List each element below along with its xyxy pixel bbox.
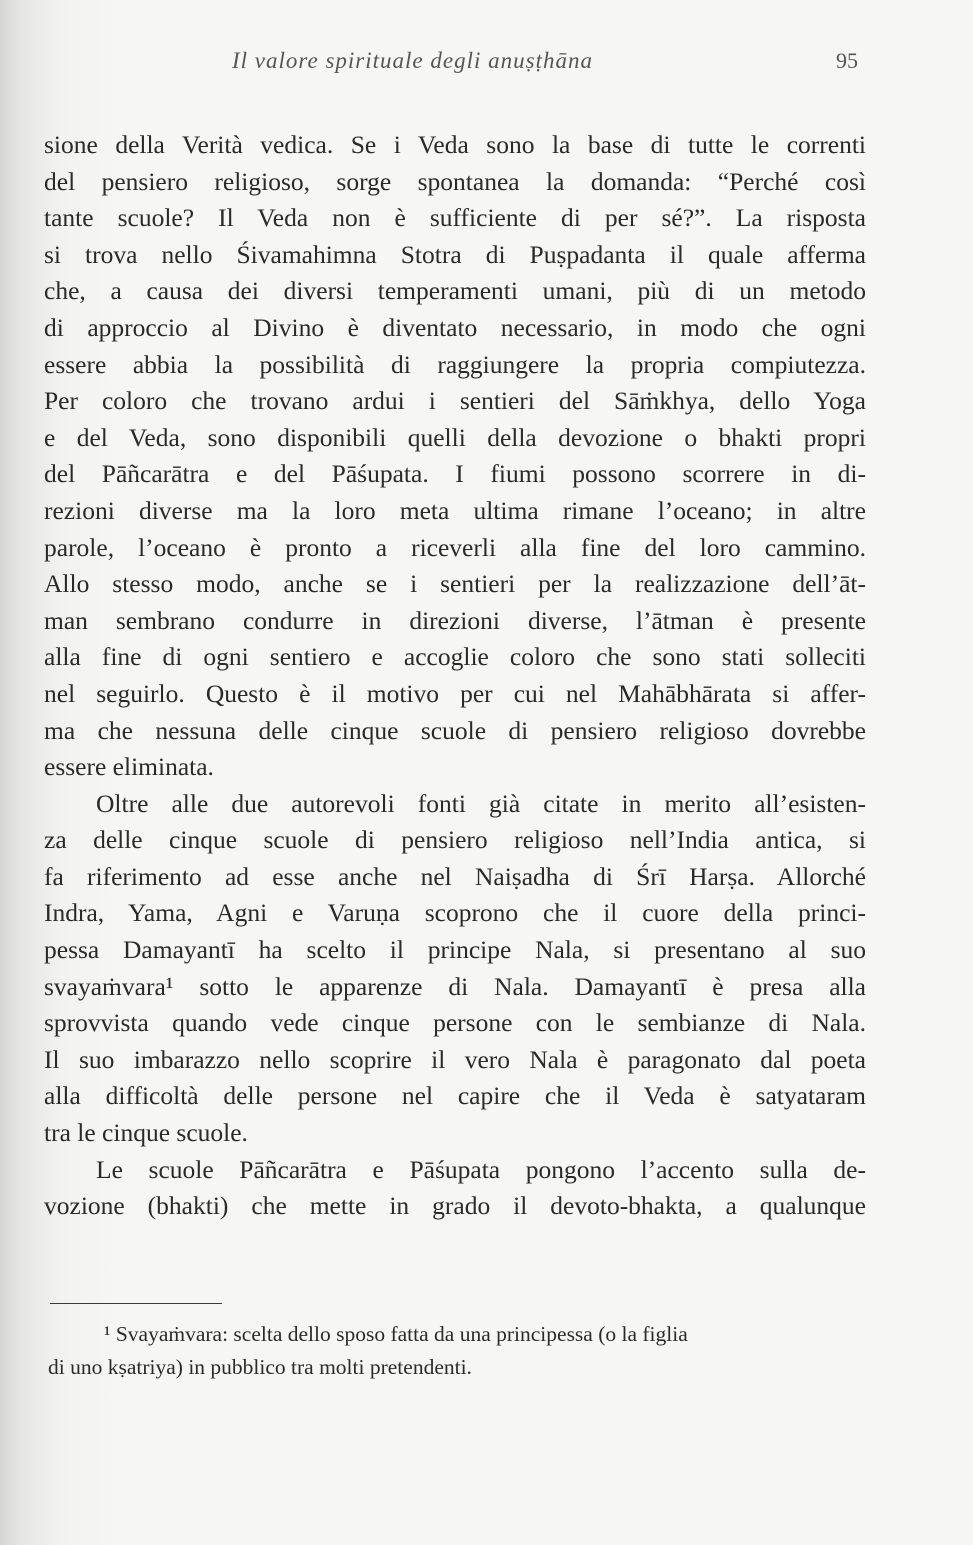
text-line: di approccio al Divino è diventato necessario, in modo che ogni xyxy=(44,312,866,342)
text-line: parole, l’oceano è pronto a riceverli alla fine del loro cammino. xyxy=(44,532,866,562)
text-line: Il suo imbarazzo nello scoprire il vero Nala è paragonato dal poeta xyxy=(44,1044,866,1074)
text-line: Allo stesso modo, anche se i sentieri per la realizzazione dell’āt- xyxy=(44,569,866,599)
text-line: alla difficoltà delle persone nel capire che il Veda è satyataram xyxy=(44,1081,866,1111)
text-line: Oltre alle due autorevoli fonti già citate in merito all’esisten- xyxy=(96,788,866,818)
text-line: del Pāñcarātra e del Pāśupata. I fiumi possono scorrere in di- xyxy=(44,459,866,489)
text-line: rezioni diverse ma la loro meta ultima rimane l’oceano; in altre xyxy=(44,495,866,525)
text-line: nel seguirlo. Questo è il motivo per cui nel Mahābhārata si affer- xyxy=(44,678,866,708)
text-line: essere eliminata. xyxy=(44,752,214,782)
text-line: essere abbia la possibilità di raggiungere la propria compiutezza. xyxy=(44,349,866,379)
text-line: Le scuole Pāñcarātra e Pāśupata pongono l’accento sulla de- xyxy=(96,1154,866,1184)
footnote-line: ¹ Svayaṁvara: scelta dello sposo fatta da una principessa (o la figlia xyxy=(104,1322,688,1346)
text-line: tra le cinque scuole. xyxy=(44,1118,248,1148)
text-line: ma che nessuna delle cinque scuole di pensiero religioso dovrebbe xyxy=(44,715,866,745)
text-line: sione della Verità vedica. Se i Veda sono la base di tutte le correnti xyxy=(44,130,866,159)
footnote-divider xyxy=(50,1303,222,1304)
running-header xyxy=(0,48,973,78)
text-line: alla fine di ogni sentiero e accoglie coloro che sono stati solleciti xyxy=(44,642,866,672)
text-line: che, a causa dei diversi temperamenti umani, più di un metodo xyxy=(44,276,866,306)
text-line: svayaṁvara¹ sotto le apparenze di Nala. Damayantī è presa alla xyxy=(44,971,866,1001)
text-line: pessa Damayantī ha scelto il principe Nala, si presentano al suo xyxy=(44,935,866,965)
text-line: Indra, Yama, Agni e Varuṇa scoprono che il cuore della princi- xyxy=(44,898,866,928)
text-line: za delle cinque scuole di pensiero religioso nell’India antica, si xyxy=(44,825,866,855)
page-number: 95 xyxy=(836,48,858,73)
text-line: si trova nello Śivamahimna Stotra di Puṣpadanta il quale afferma xyxy=(44,239,866,269)
text-line: e del Veda, sono disponibili quelli della devozione o bhakti propri xyxy=(44,422,866,452)
text-line: del pensiero religioso, sorge spontanea la domanda: “Perché così xyxy=(44,166,866,196)
text-line: man sembrano condurre in direzioni diverse, l’ātman è presente xyxy=(44,605,866,635)
text-line: Per coloro che trovano ardui i sentieri del Sāṁkhya, dello Yoga xyxy=(44,386,866,416)
running-title: Il valore spirituale degli anuṣṭhāna xyxy=(232,48,593,73)
body-text xyxy=(44,127,866,1225)
text-line: vozione (bhakti) che mette in grado il devoto-bhakta, a qualunque xyxy=(44,1191,866,1221)
footnote-line: di uno kṣatriya) in pubblico tra molti pretendenti. xyxy=(48,1355,472,1379)
text-line: tante scuole? Il Veda non è sufficiente di per sé?”. La risposta xyxy=(44,203,866,233)
text-line: fa riferimento ad esse anche nel Naiṣadha di Śrī Harṣa. Allorché xyxy=(44,861,866,891)
footnote xyxy=(48,1318,878,1384)
text-line: sprovvista quando vede cinque persone con le sembianze di Nala. xyxy=(44,1008,866,1038)
